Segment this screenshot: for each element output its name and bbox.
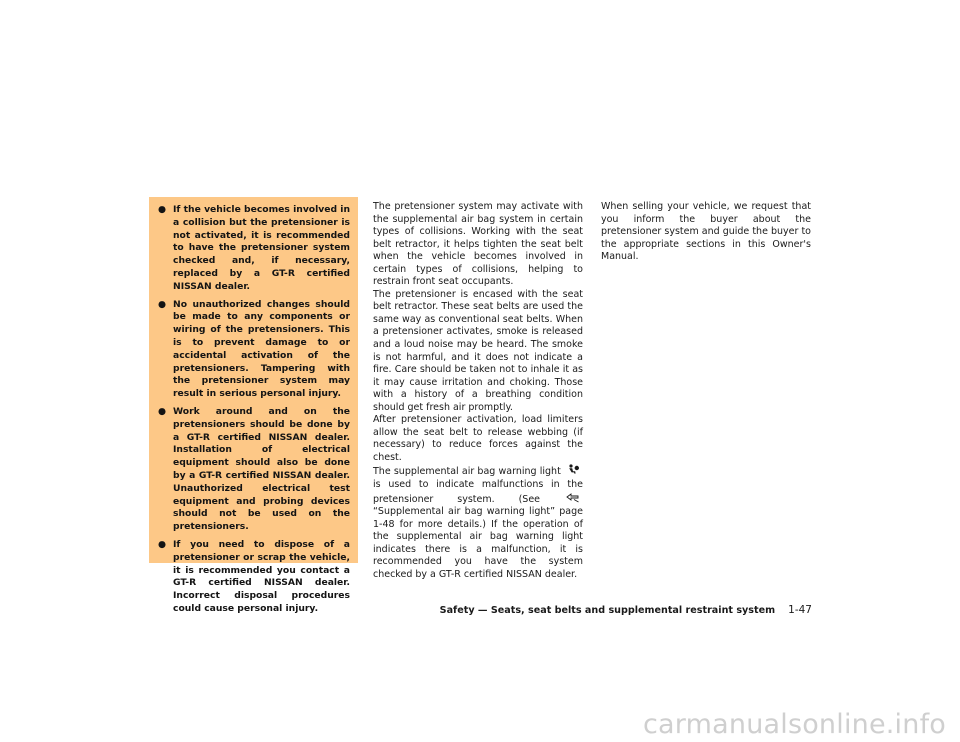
body-paragraph: After pretensioner activation, load limiters allow the seat belt to release webbing (if necessary) to reduce forces against the chest. xyxy=(373,414,583,463)
body-text: “Supplemental air bag warning light” page 1-48 for more details.) If the operation of the supplemental air bag warning light indicates there is a malfunction, it is recommended you have the system checked by a GT-R certified NISSAN dealer. xyxy=(373,506,583,580)
footer-section-title: Safety — Seats, seat belts and supplemental restraint system xyxy=(439,605,776,616)
bullet: ● xyxy=(157,405,167,417)
bullet: ● xyxy=(157,538,167,550)
warning-item xyxy=(157,539,350,616)
bullet: ● xyxy=(157,298,167,310)
warning-text: No unauthorized changes should be made to any components or wiring of the pretensioners. This is to prevent damage to or accidental activation of the pretensioners. Tampering with the pretensioner system may result in serious personal injury. xyxy=(173,298,350,400)
watermark: carmanualsonline.info xyxy=(643,709,946,740)
warning-item xyxy=(157,204,350,294)
body-paragraph: The pretensioner is encased with the seat belt retractor. These seat belts are used the same way as conventional seat belts. When a pretensioner activates, smoke is released and a loud noise may be heard. The smoke is not harmful, and it does not indicate a fire. Care should be taken not to inhale it as it may cause irritation and choking. Those with a history of a breathing condition should get fresh air promptly. xyxy=(373,288,583,413)
body-paragraph xyxy=(373,464,583,581)
body-column-middle xyxy=(373,201,583,581)
warning-item xyxy=(157,406,350,534)
airbag-warning-light-icon xyxy=(566,464,580,475)
warning-box xyxy=(149,197,358,614)
body-column-right xyxy=(601,201,811,264)
warning-item xyxy=(157,299,350,401)
body-paragraph: When selling your vehicle, we request that you inform the buyer about the pretensioner system and guide the buyer to the appropriate sections in this Owner's Manual. xyxy=(601,201,811,263)
body-paragraph: The pretensioner system may activate with the supplemental air bag system in certain types of collisions. Working with the seat belt retractor, it helps tighten the seat belt when the vehicle becomes involved in certain types of collisions, helping to restrain front seat occupants. xyxy=(373,201,583,288)
body-text: The supplemental air bag warning light xyxy=(373,466,561,478)
warning-text: If the vehicle becomes involved in a collision but the pretensioner is not activated, it is recommended to have the pretensioner system checked and, if necessary, replaced by a GT-R certified NISSAN dealer. xyxy=(173,204,350,292)
warning-text: Work around and on the pretensioners should be done by a GT-R certified NISSAN dealer. Installation of electrical equipment should also be done by a GT-R certified NISSAN dealer. Unauthorized electrical test equipment and probing devices should not be used on the pretensioners. xyxy=(173,405,350,533)
page-number: 1-47 xyxy=(788,604,812,616)
warning-text: If you need to dispose of a pretensioner or scrap the vehicle, it is recommended you contact a GT-R certified NISSAN dealer. Incorrect disposal procedures could cause personal injury. xyxy=(173,538,350,614)
page-footer xyxy=(440,604,812,616)
body-text: is used to indicate malfunctions in the pretensioner system. (See xyxy=(373,479,583,505)
see-reference-icon[interactable] xyxy=(566,492,580,503)
bullet: ● xyxy=(157,204,167,215)
